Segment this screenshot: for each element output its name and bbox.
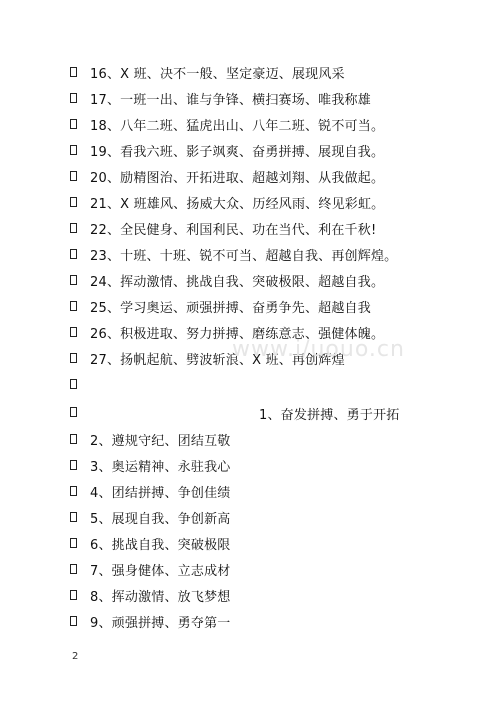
list-item: [70, 218, 376, 238]
checkbox-bullet-icon: [70, 327, 77, 337]
list-item-text: 23、十班、十班、锐不可当、超越自我、再创辉煌。: [90, 248, 398, 264]
list-item-text: 16、X 班、决不一般、坚定豪迈、展现风采: [90, 66, 345, 82]
list-item-text: 22、全民健身、利国利民、功在当代、利在千秋!: [90, 222, 377, 238]
list-item-text: 25、学习奥运、顽强拼搏、奋勇争先、超越自我: [90, 300, 371, 316]
checkbox-bullet-icon: [70, 564, 77, 574]
list-item-text: 5、展现自我、争创新高: [90, 511, 231, 527]
list-item: [70, 114, 384, 134]
empty-list-item: [70, 374, 90, 394]
checkbox-bullet-icon: [70, 275, 77, 285]
checkbox-bullet-icon: [70, 67, 77, 77]
list-item-text: 4、团结拼搏、争创佳绩: [90, 485, 231, 501]
list-item: [70, 533, 230, 553]
list-item: [70, 88, 371, 108]
list-item-text: 27、扬帆起航、劈波斩浪、X 班、再创辉煌: [90, 352, 345, 368]
checkbox-bullet-icon: [70, 93, 77, 103]
checkbox-bullet-icon: [70, 616, 77, 626]
list-item-text: 9、顽强拼搏、勇夺第一: [90, 615, 231, 631]
list-item-text: 19、看我六班、影子飒爽、奋勇拼搏、展现自我。: [90, 144, 385, 160]
list-item: [70, 244, 397, 264]
checkbox-bullet-icon: [70, 119, 77, 129]
checkbox-bullet-icon: [70, 512, 77, 522]
checkbox-bullet-icon: [70, 171, 77, 181]
list-item-text: 20、励精图治、开拓进取、超越刘翔、从我做起。: [90, 170, 385, 186]
page-number: 2: [72, 651, 79, 662]
list-item-text: 8、挥动激情、放飞梦想: [90, 589, 231, 605]
list-item: [70, 296, 371, 316]
checkbox-bullet-icon: [70, 486, 77, 496]
list-item-text: 6、挑战自我、突破极限: [90, 537, 231, 553]
checkbox-bullet-icon: [70, 407, 77, 417]
list-item: [70, 140, 384, 160]
list-item: [70, 166, 384, 186]
list-item: [70, 585, 230, 605]
list-item: [70, 62, 345, 82]
list-item-text: 17、一班一出、谁与争锋、横扫赛场、唯我称雄: [90, 92, 371, 108]
list-item-text: 24、挥动激情、挑战自我、突破极限、超越自我。: [90, 274, 385, 290]
checkbox-bullet-icon: [70, 223, 77, 233]
checkbox-bullet-icon: [70, 460, 77, 470]
list-item: [70, 192, 384, 212]
checkbox-bullet-icon: [70, 538, 77, 548]
centered-heading-line: [70, 402, 450, 422]
list-item-text: 26、积极进取、努力拼搏、磨练意志、强健体魄。: [90, 326, 385, 342]
checkbox-bullet-icon: [70, 145, 77, 155]
list-item-text: 7、强身健体、立志成材: [90, 563, 231, 579]
list-item-text: 2、遵规守纪、团结互敬: [90, 433, 231, 449]
checkbox-bullet-icon: [70, 590, 77, 600]
list-item-text: 3、奥运精神、永驻我心: [90, 459, 231, 475]
list-item: [70, 429, 230, 449]
list-item: [70, 270, 384, 290]
list-item: [70, 611, 230, 631]
list-item: [70, 455, 230, 475]
list-item-text: 18、八年二班、猛虎出山、八年二班、锐不可当。: [90, 118, 385, 134]
checkbox-bullet-icon: [70, 353, 77, 363]
list-item: [70, 559, 230, 579]
checkbox-bullet-icon: [70, 434, 77, 444]
list-item: [70, 481, 230, 501]
watermark: www.i/uouo.cn: [232, 337, 405, 362]
checkbox-bullet-icon: [70, 379, 77, 389]
checkbox-bullet-icon: [70, 301, 77, 311]
list-item: [70, 507, 230, 527]
checkbox-bullet-icon: [70, 197, 77, 207]
list-item-text: 21、X 班雄风、扬威大众、历经风雨、终见彩虹。: [90, 196, 385, 212]
centered-heading-text: 1、奋发拼搏、勇于开拓: [259, 408, 400, 423]
checkbox-bullet-icon: [70, 249, 77, 259]
